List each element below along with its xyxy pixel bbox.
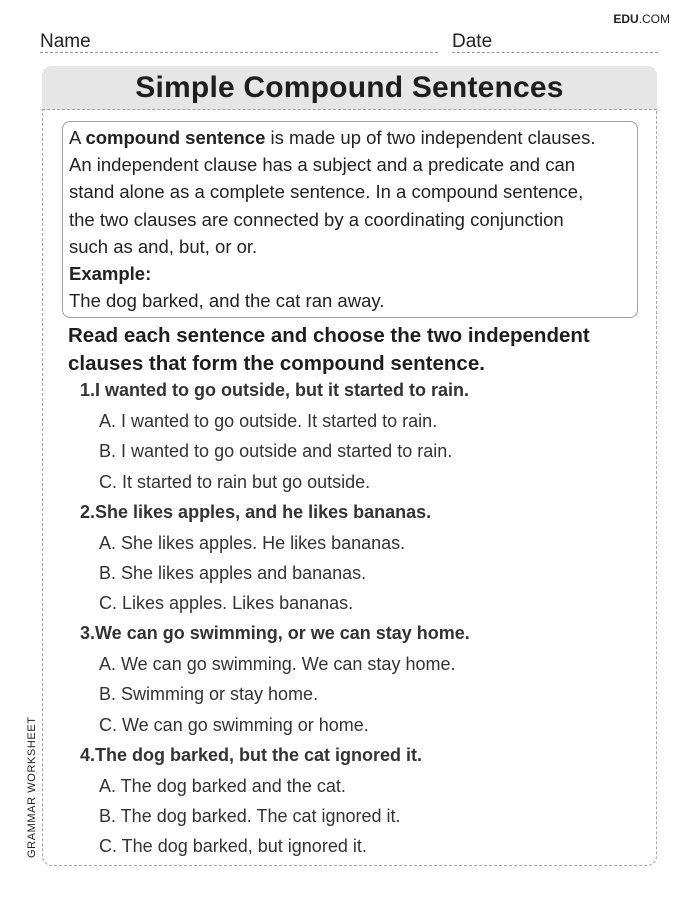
question-1-option-b[interactable]: B. I wanted to go outside and started to rain.: [99, 441, 453, 461]
example-text: The dog barked, and the cat ran away.: [69, 290, 385, 312]
question-4-option-a[interactable]: A. The dog barked and the cat.: [99, 776, 346, 796]
question-3-option-a[interactable]: A. We can go swimming. We can stay home.: [99, 654, 456, 674]
question-4-option-b[interactable]: B. The dog barked. The cat ignored it.: [99, 806, 401, 826]
question-1-option-a[interactable]: A. I wanted to go outside. It started to rain.: [99, 411, 438, 431]
definition-line-3: stand alone as a complete sentence. In a compound sentence,: [69, 181, 584, 203]
question-4-option-c[interactable]: C. The dog barked, but ignored it.: [99, 836, 367, 856]
definition-line-4: the two clauses are connected by a coordinating conjunction: [69, 208, 564, 230]
question-4: 4.The dog barked, but the cat ignored it.: [80, 745, 423, 765]
question-3: 3.We can go swimming, or we can stay home.: [80, 623, 470, 643]
date-field[interactable]: [452, 31, 658, 53]
side-label: GRAMMAR WORKSHEET: [26, 716, 38, 858]
definition-line-5: such as and, but, or or.: [69, 235, 258, 257]
definition-line-2: An independent clause has a subject and a predicate and can: [69, 154, 576, 176]
definition-box: [62, 121, 638, 318]
title-bar: [42, 66, 657, 110]
question-1: 1.I wanted to go outside, but it started to rain.: [80, 380, 470, 400]
page-title: Simple Compound Sentences: [135, 70, 564, 104]
definition-line-1: A compound sentence is made up of two independent clauses.: [69, 127, 596, 148]
question-2-option-c[interactable]: C. Likes apples. Likes bananas.: [99, 593, 354, 613]
instructions: [68, 322, 638, 377]
edu-logo: EDU.COM: [613, 12, 670, 26]
question-2: 2.She likes apples, and he likes bananas.: [80, 502, 432, 522]
example-label: Example:: [69, 263, 152, 285]
instructions-line-1: Read each sentence and choose the two independent: [68, 324, 590, 347]
question-3-option-c[interactable]: C. We can go swimming or home.: [99, 715, 369, 735]
question-3-option-b[interactable]: B. Swimming or stay home.: [99, 684, 319, 704]
term: compound sentence: [85, 127, 266, 148]
question-2-option-a[interactable]: A. She likes apples. He likes bananas.: [99, 533, 406, 553]
question-1-option-c[interactable]: C. It started to rain but go outside.: [99, 472, 371, 492]
name-label: Name: [40, 31, 91, 52]
instructions-line-2: clauses that form the compound sentence.: [68, 351, 485, 375]
question-2-option-b[interactable]: B. She likes apples and bananas.: [99, 563, 367, 583]
name-field[interactable]: [40, 31, 438, 53]
date-label: Date: [452, 31, 493, 52]
